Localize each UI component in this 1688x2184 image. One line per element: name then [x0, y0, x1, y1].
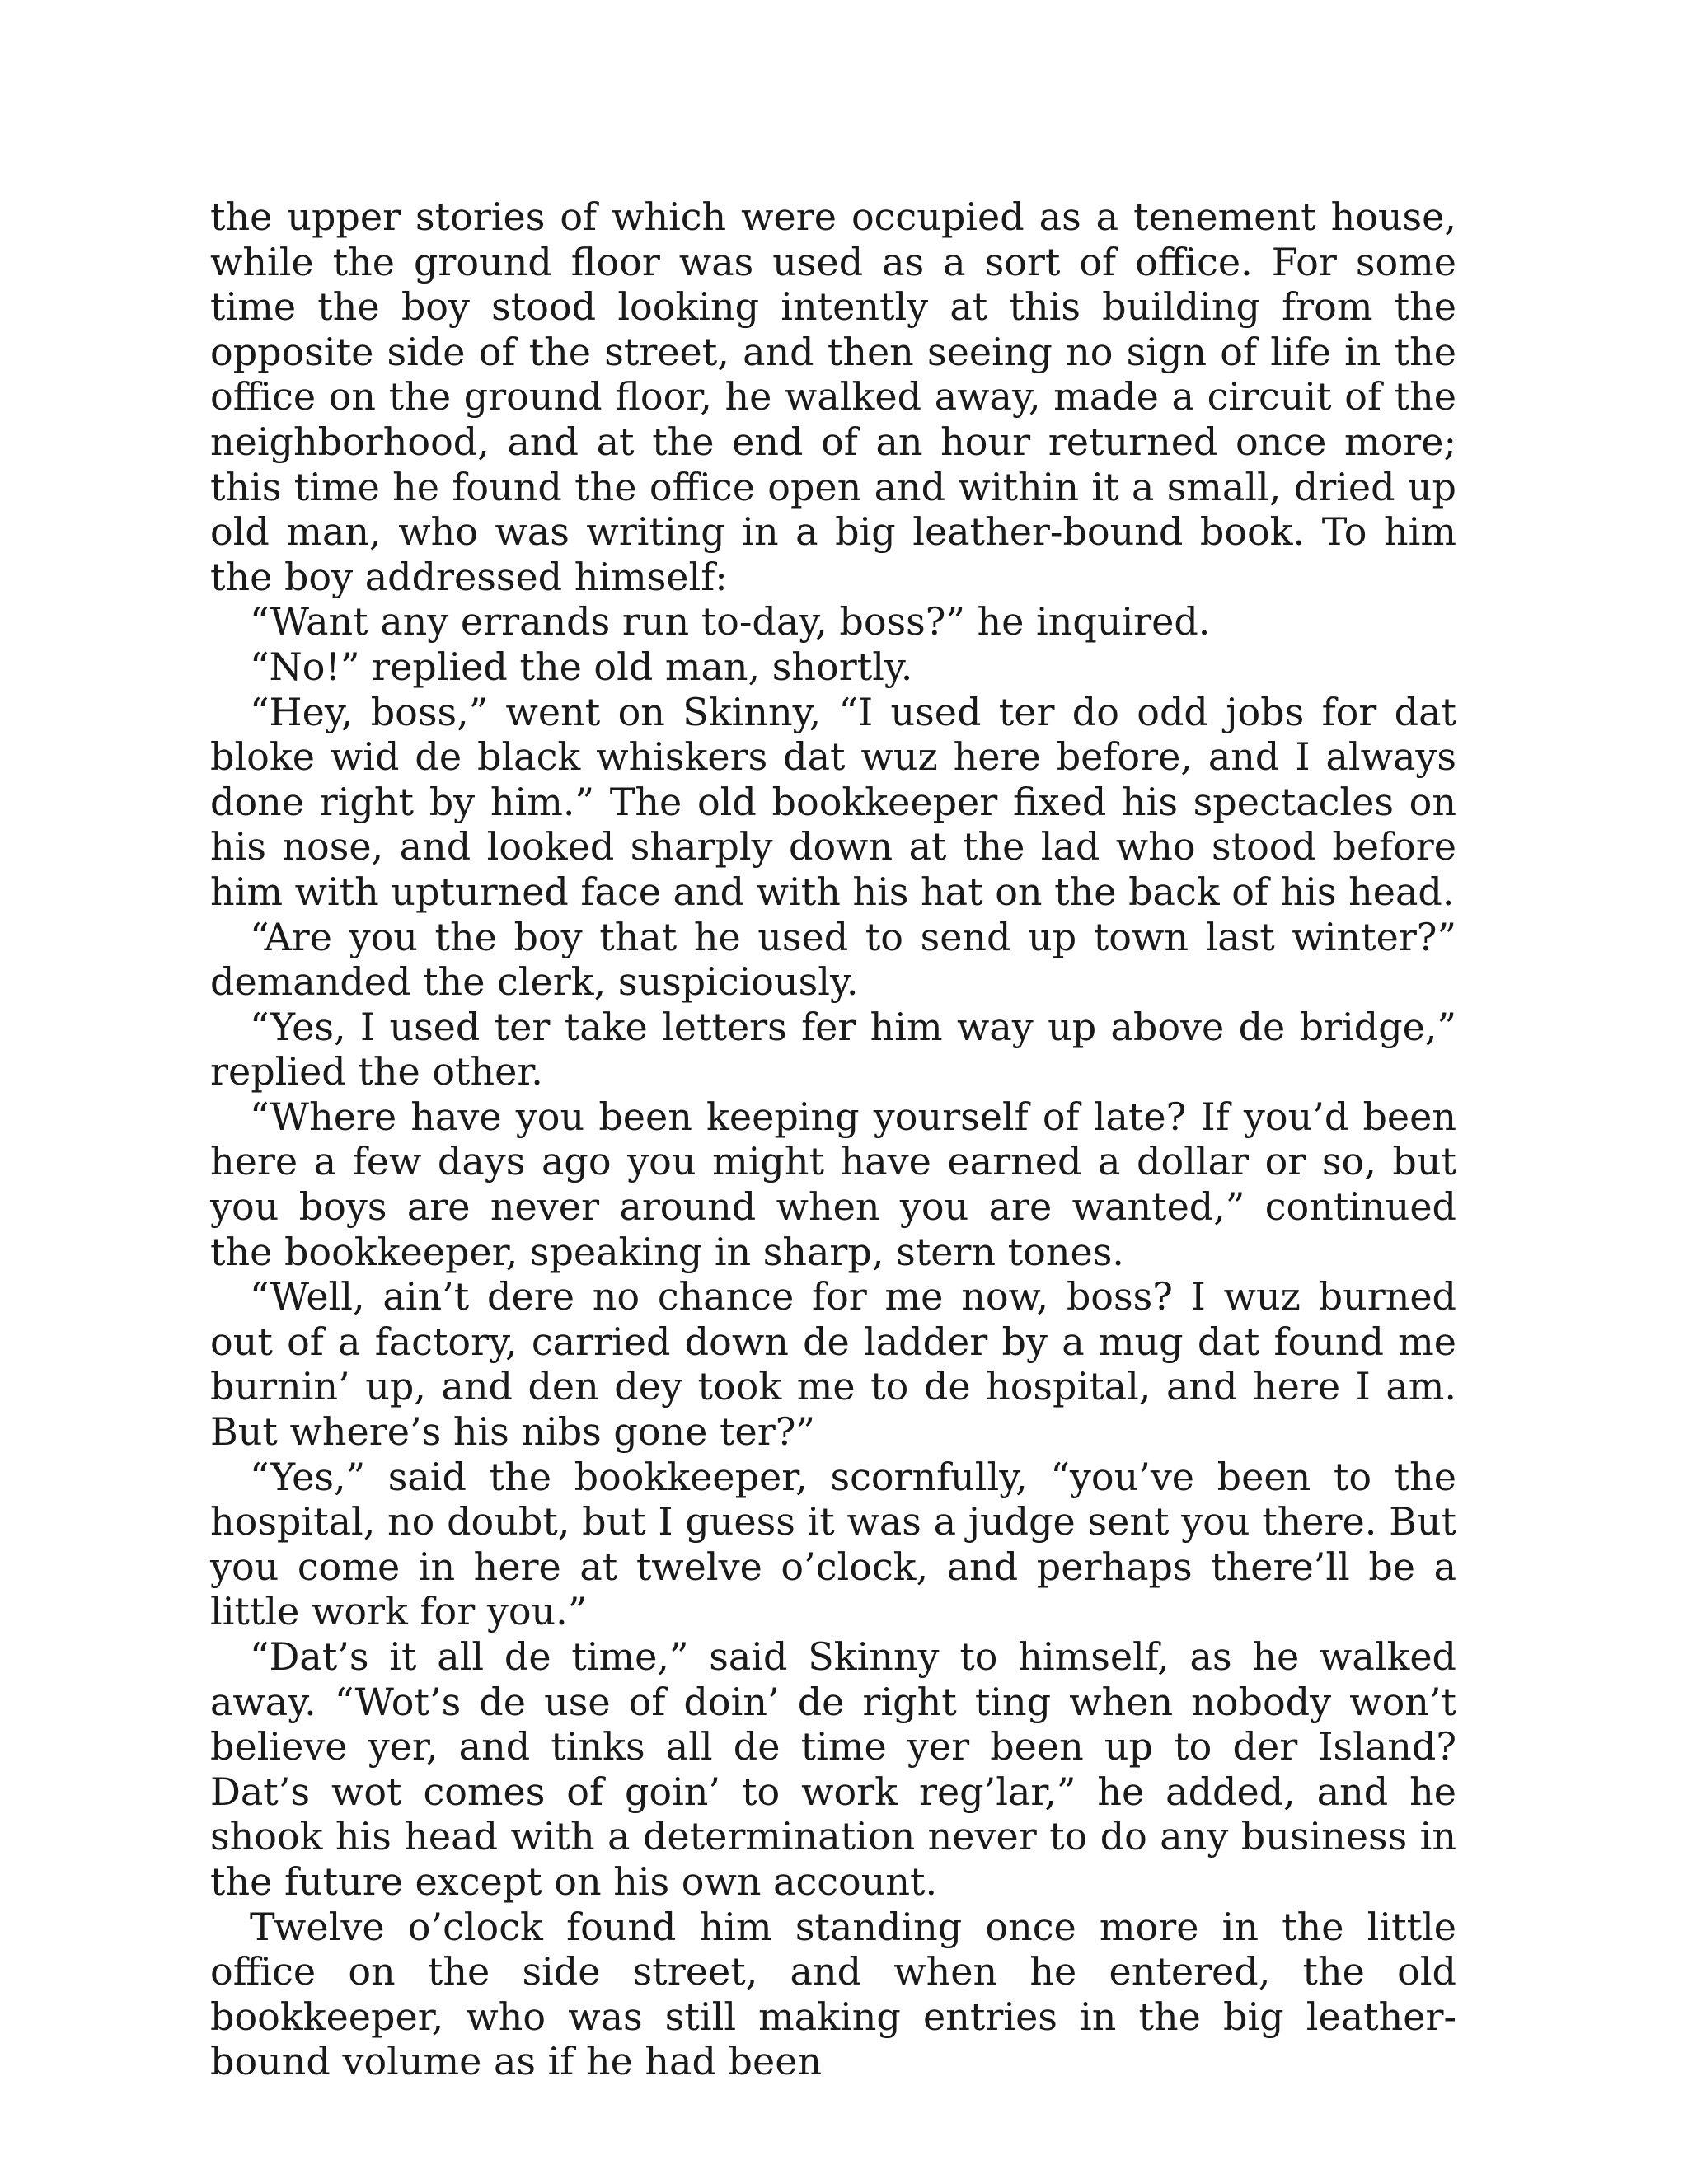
paragraph: Twelve o’clock found him standing once more in the little office on the side street, and when he entered, the old bookkeeper, who was still making entries in the big leather-bound volume as if he had been	[210, 1904, 1456, 2084]
paragraph: “Hey, boss,” went on Skinny, “I used ter do odd jobs for dat bloke wid de black whiskers dat wuz here before, and I always done right by him.” The old bookkeeper fixed his spectacles on his nose, and looked sharply down at the lad who stood before him with upturned face and with his hat on the back of his head.	[210, 689, 1456, 914]
paragraph: “Yes,” said the bookkeeper, scornfully, “you’ve been to the hospital, no doubt, but I guess it was a judge sent you there. But you come in here at twelve o’clock, and perhaps there’ll be a little work for you.”	[210, 1454, 1456, 1634]
page-body	[210, 194, 1456, 2084]
paragraph-continued: the upper stories of which were occupied as a tenement house, while the ground floor was used as a sort of office. For some time the boy stood looking intently at this building from the opposite side of the street, and then seeing no sign of life in the office on the ground floor, he walked away, made a circuit of the neighborhood, and at the end of an hour returned once more; this time he found the office open and within it a small, dried up old man, who was writing in a big leather-bound book. To him the boy addressed himself:	[210, 194, 1456, 599]
paragraph: “Are you the boy that he used to send up town last winter?” demanded the clerk, suspiciously.	[210, 914, 1456, 1005]
paragraph: “Dat’s it all de time,” said Skinny to himself, as he walked away. “Wot’s de use of doin’ de right ting when nobody won’t believe yer, and tinks all de time yer been up to der Island? Dat’s wot comes of goin’ to work reg’lar,” he added, and he shook his head with a determination never to do any business in the future except on his own account.	[210, 1634, 1456, 1904]
paragraph: “Yes, I used ter take letters fer him way up above de bridge,” replied the other.	[210, 1004, 1456, 1094]
paragraph: “Want any errands run to-day, boss?” he inquired.	[250, 599, 1211, 644]
paragraph: “No!” replied the old man, shortly.	[250, 644, 913, 689]
paragraph: “Where have you been keeping yourself of late? If you’d been here a few days ago you might have earned a dollar or so, but you boys are never around when you are wanted,” continued the bookkeeper, speaking in sharp, stern tones.	[210, 1094, 1456, 1274]
paragraph: “Well, ain’t dere no chance for me now, boss? I wuz burned out of a factory, carried down de ladder by a mug dat found me burnin’ up, and den dey took me to de hospital, and here I am. But where’s his nibs gone ter?”	[210, 1274, 1456, 1455]
